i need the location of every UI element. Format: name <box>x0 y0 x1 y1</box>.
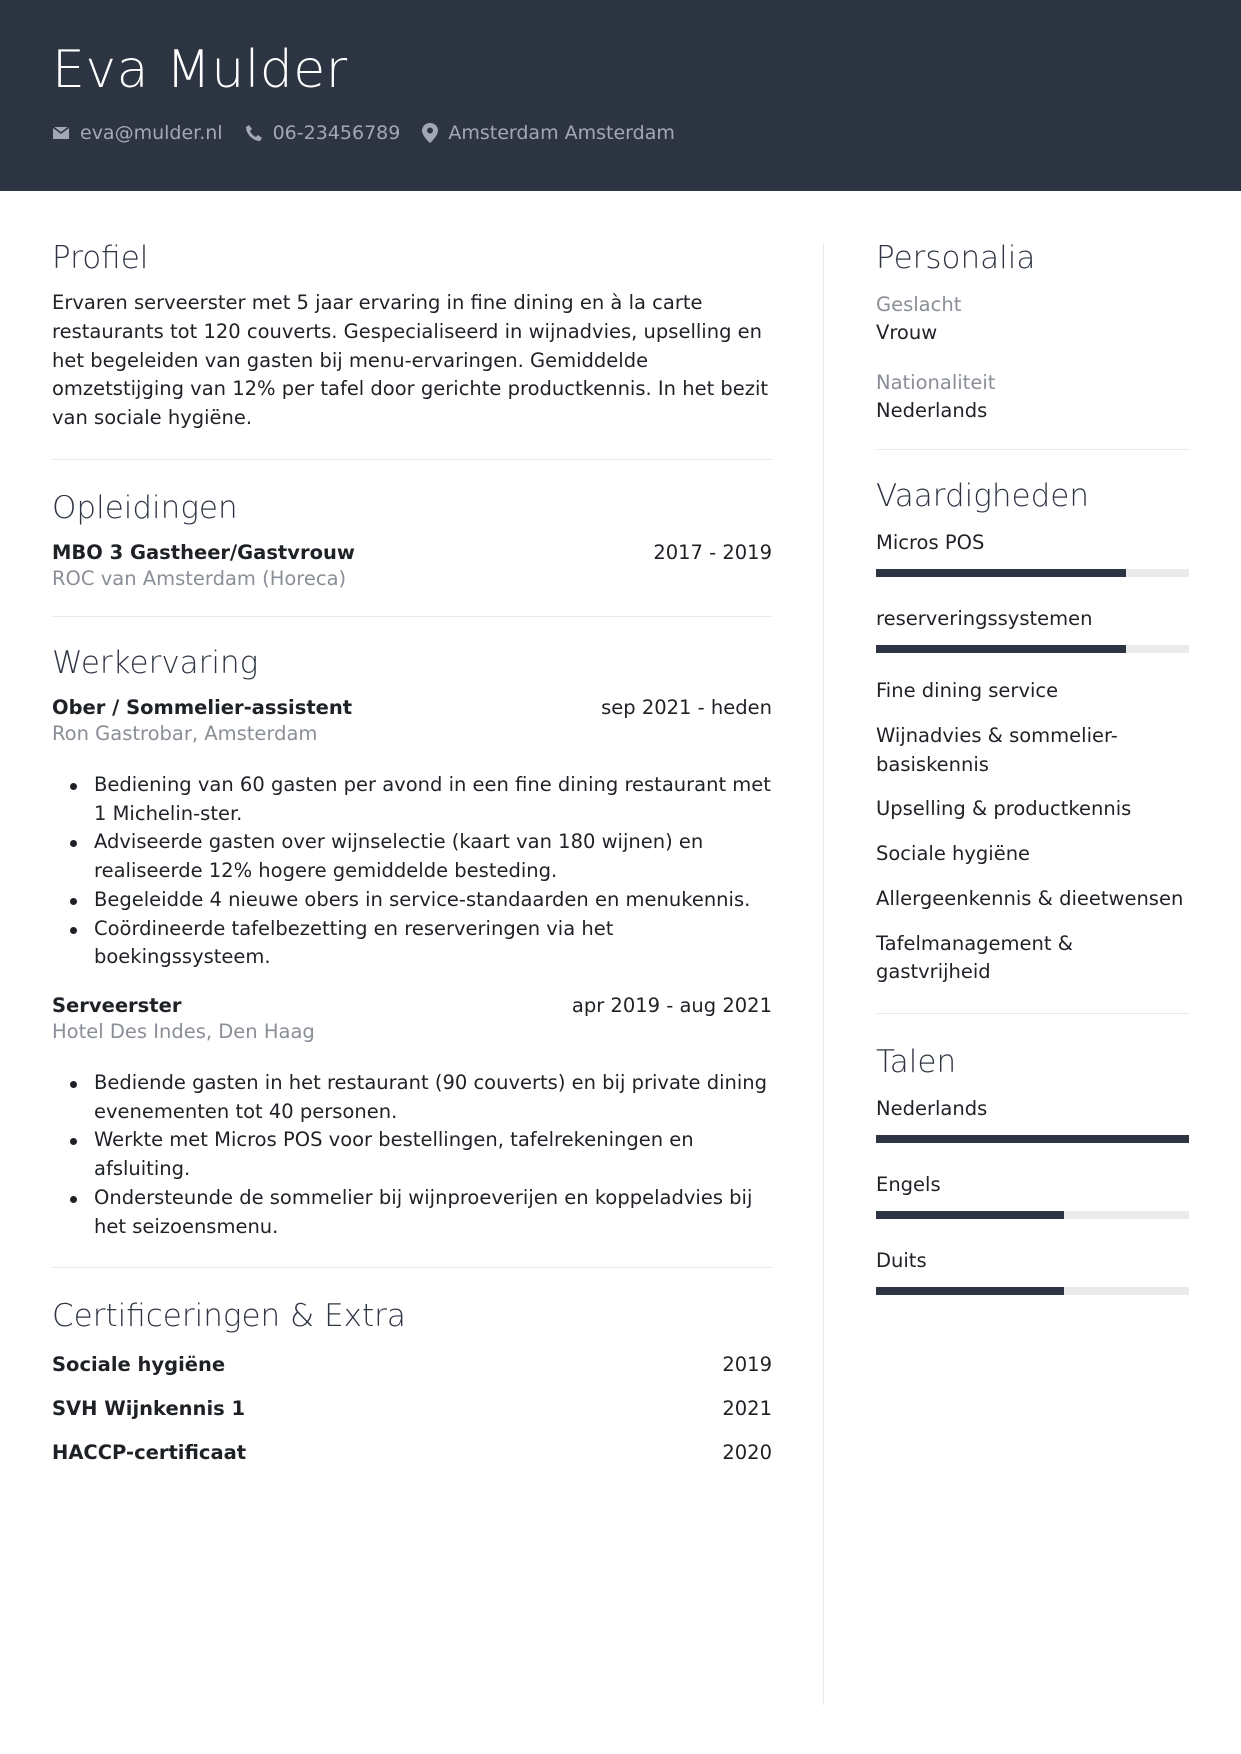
nationality-label: Nationaliteit <box>876 371 996 395</box>
job-item <box>52 994 772 1241</box>
job-bullet: Begeleidde 4 nieuwe obers in service-standaarden en menukennis. <box>52 886 772 915</box>
certification-year: 2021 <box>722 1397 772 1421</box>
divider <box>876 449 1189 450</box>
job-item <box>52 696 772 972</box>
job-bullet: Ondersteunde de sommelier bij wijnproeverijen en koppeladvies bij het seizoensmenu. <box>52 1184 772 1241</box>
plain-skills <box>876 677 1189 987</box>
contact-phone[interactable] <box>245 122 401 144</box>
level-bar-fill <box>876 1287 1064 1295</box>
level-bar-fill <box>876 569 1126 577</box>
level-bar-fill <box>876 1211 1064 1219</box>
rated-item <box>876 529 1189 577</box>
level-bar-fill <box>876 645 1126 653</box>
column-divider <box>823 243 824 1705</box>
rated-item-name: Engels <box>876 1173 941 1197</box>
divider <box>52 459 772 460</box>
job-date: apr 2019 - aug 2021 <box>571 994 772 1017</box>
certification-item <box>52 1353 772 1376</box>
header <box>0 0 1241 191</box>
envelope-icon <box>52 126 70 140</box>
nationality-value: Nederlands <box>876 399 988 423</box>
job-bullet: Werkte met Micros POS voor bestellingen, tafelrekeningen en afsluiting. <box>52 1126 772 1183</box>
level-bar-fill <box>876 1135 1189 1143</box>
certification-item <box>52 1397 772 1420</box>
section-title-skills: Vaardigheden <box>876 478 1090 515</box>
certification-year: 2020 <box>722 1441 772 1465</box>
section-personal <box>876 240 1189 425</box>
section-profile <box>52 240 772 433</box>
rated-item-name: reserveringssystemen <box>876 607 1093 631</box>
location-text: Amsterdam Amsterdam <box>448 122 675 144</box>
certification-name: SVH Wijnkennis 1 <box>52 1397 246 1421</box>
skill-item: Tafelmanagement & gastvrijheid <box>876 931 1073 984</box>
language-list <box>876 1095 1189 1295</box>
skill-item: Allergeenkennis & dieetwensen <box>876 886 1184 910</box>
job-bullets <box>52 771 772 972</box>
section-title-profile: Profiel <box>52 240 149 276</box>
section-experience <box>52 645 772 1241</box>
section-title-certifications: Certificeringen & Extra <box>52 1298 406 1335</box>
job-bullet: Bediening van 60 gasten per avond in een fine dining restaurant met 1 Michelin-ster. <box>52 771 772 828</box>
gender-label: Geslacht <box>876 293 962 317</box>
education-school: ROC van Amsterdam (Horeca) <box>52 566 347 590</box>
rated-skills <box>876 529 1189 653</box>
job-bullets <box>52 1069 772 1241</box>
job-employer: Ron Gastrobar, Amsterdam <box>52 722 318 746</box>
skill-item: Upselling & productkennis <box>876 797 1132 821</box>
divider <box>52 1267 772 1268</box>
rated-item <box>876 605 1189 653</box>
job-title: Serveerster <box>52 994 182 1017</box>
education-item <box>52 541 772 590</box>
profile-text: Ervaren serveerster met 5 jaar ervaring in fine dining en à la carte restaurants tot 120 couverts. Gespecialiseerd in wijnadvies, upselling en het begeleiden van gasten bij menu-ervaringen. Gemiddelde omzetstijging van 12% per tafel door gerichte productkennis. In het bezit van sociale hygiëne. <box>52 291 769 429</box>
divider <box>52 616 772 617</box>
level-bar <box>876 645 1189 653</box>
certification-name: Sociale hygiëne <box>52 1353 226 1377</box>
rated-item-name: Duits <box>876 1249 927 1273</box>
section-title-personal: Personalia <box>876 240 1036 276</box>
email-text: eva@mulder.nl <box>80 122 223 144</box>
education-date: 2017 - 2019 <box>653 540 772 564</box>
rated-item <box>876 1171 1189 1219</box>
section-title-experience: Werkervaring <box>52 644 259 681</box>
education-title: MBO 3 Gastheer/Gastvrouw <box>52 540 355 564</box>
section-languages <box>876 1044 1189 1295</box>
level-bar <box>876 1211 1189 1219</box>
main-column <box>52 240 772 1464</box>
certification-item <box>52 1441 772 1464</box>
section-title-languages: Talen <box>876 1044 957 1080</box>
section-certifications <box>52 1298 772 1464</box>
job-title: Ober / Sommelier-assistent <box>52 696 353 720</box>
job-employer: Hotel Des Indes, Den Haag <box>52 1020 315 1043</box>
section-skills <box>876 478 1189 987</box>
skill-item: Sociale hygiëne <box>876 842 1031 866</box>
phone-icon <box>245 124 263 142</box>
skill-item: Fine dining service <box>876 679 1059 703</box>
job-bullet: Bediende gasten in het restaurant (90 couverts) en bij private dining evenementen tot 40 personen. <box>52 1069 772 1126</box>
level-bar <box>876 1135 1189 1143</box>
sidebar-column <box>876 240 1189 1295</box>
rated-item-name: Nederlands <box>876 1097 988 1121</box>
candidate-name: Eva Mulder <box>52 40 348 100</box>
map-pin-icon <box>422 123 438 143</box>
certification-name: HACCP-certificaat <box>52 1441 247 1465</box>
rated-item-name: Micros POS <box>876 531 985 555</box>
divider <box>876 1013 1189 1014</box>
rated-item <box>876 1247 1189 1295</box>
job-date: sep 2021 - heden <box>601 696 772 720</box>
certification-year: 2019 <box>722 1353 772 1377</box>
section-education <box>52 490 772 590</box>
skill-item: Wijnadvies & sommelier-basiskennis <box>876 724 1118 776</box>
gender-value: Vrouw <box>876 321 938 345</box>
rated-item <box>876 1095 1189 1143</box>
job-bullet: Adviseerde gasten over wijnselectie (kaart van 180 wijnen) en realiseerde 12% hogere gemiddelde besteding. <box>52 828 772 885</box>
level-bar <box>876 569 1189 577</box>
section-title-education: Opleidingen <box>52 489 238 526</box>
phone-text: 06-23456789 <box>272 122 401 144</box>
contact-location <box>422 122 675 144</box>
level-bar <box>876 1287 1189 1295</box>
contact-email[interactable] <box>52 122 223 144</box>
job-bullet: Coördineerde tafelbezetting en reserveringen via het boekingssysteem. <box>52 915 772 972</box>
contact-info <box>52 122 697 144</box>
